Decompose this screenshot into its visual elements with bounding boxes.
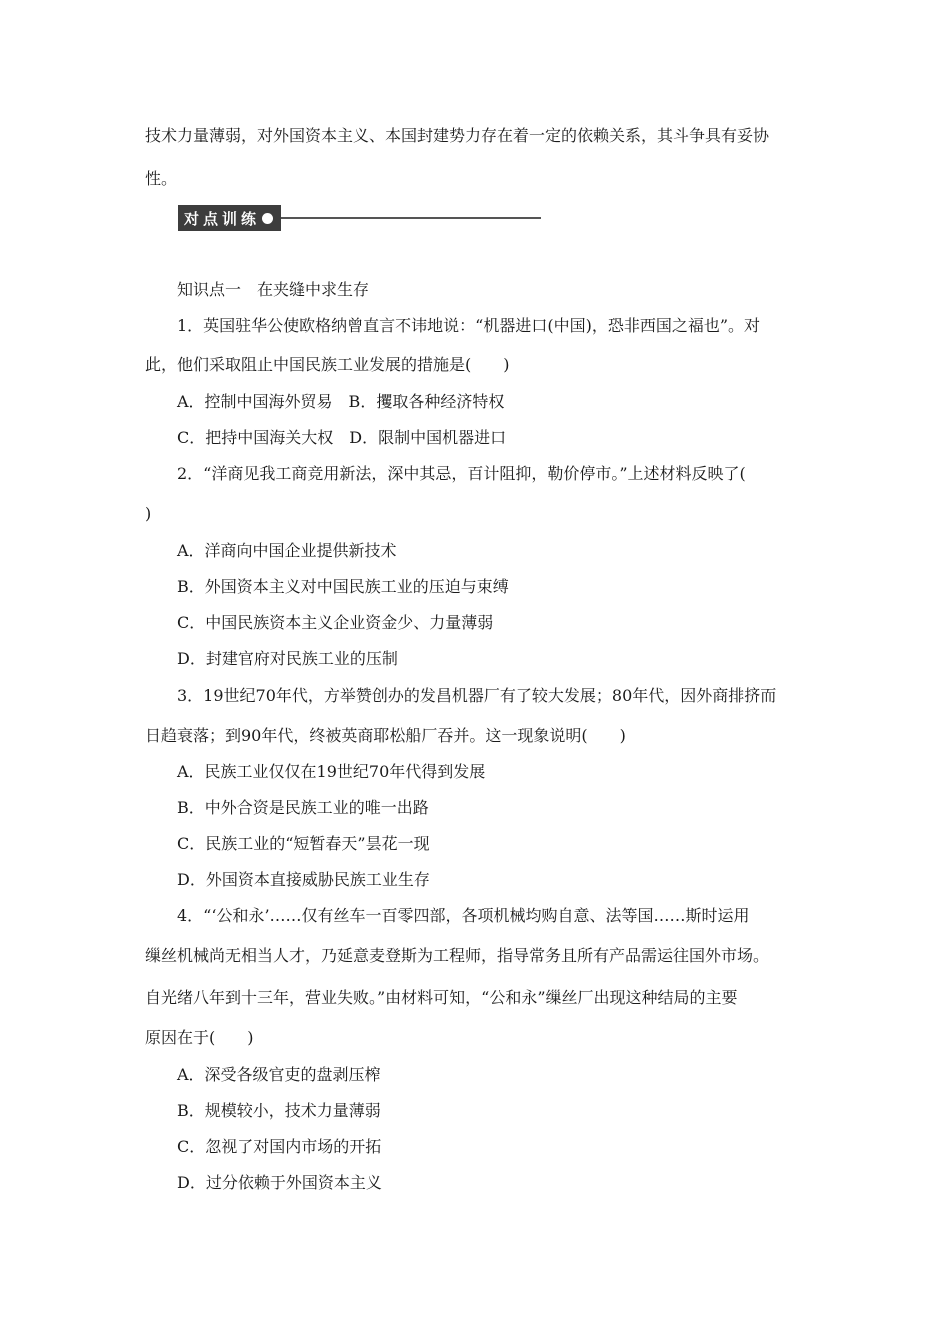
question-3-option-c: C．民族工业的“短暂春天”昙花一现 (177, 834, 430, 853)
question-2-stem-line-2: ) (145, 504, 152, 523)
question-4-stem-line-4: 原因在于( ) (145, 1028, 254, 1047)
question-1-options-row-1: A．控制中国海外贸易 B．攫取各种经济特权 (177, 392, 505, 411)
question-2-stem-line-1: 2．“洋商见我工商竞用新法，深中其忌，百计阻抑，勒价停市。”上述材料反映了( (177, 464, 746, 483)
question-4-option-d: D．过分依赖于外国资本主义 (177, 1173, 382, 1192)
question-3-option-a: A．民族工业仅仅在19世纪70年代得到发展 (177, 762, 486, 781)
question-4-stem-line-1: 4．“‘公和永’……仅有丝车一百零四部，各项机械均购自意、法等国……斯时运用 (177, 906, 750, 925)
question-4-option-a: A．深受各级官吏的盘剥压榨 (177, 1065, 381, 1084)
question-3-option-b: B．中外合资是民族工业的唯一出路 (177, 798, 429, 817)
section-banner-label: 对点训练 (184, 209, 261, 228)
intro-line-2: 性。 (145, 169, 178, 188)
question-4-option-b: B．规模较小，技术力量薄弱 (177, 1101, 381, 1120)
intro-line-1: 技术力量薄弱，对外国资本主义、本国封建势力存在着一定的依赖关系，其斗争具有妥协 (145, 126, 770, 145)
question-3-stem-line-1: 3．19世纪70年代，方举赞创办的发昌机器厂有了较大发展；80年代，因外商排挤而 (177, 686, 777, 705)
section-banner-label-box (178, 205, 281, 231)
question-3-option-d: D．外国资本直接威胁民族工业生存 (177, 870, 430, 889)
question-4-stem-line-2: 缫丝机械尚无相当人才，乃延意麦登斯为工程师，指导常务且所有产品需运往国外市场。 (145, 946, 770, 965)
question-4-option-c: C．忽视了对国内市场的开拓 (177, 1137, 382, 1156)
question-4-stem-line-3: 自光绪八年到十三年，营业失败。”由材料可知，“公和永”缫丝厂出现这种结局的主要 (145, 988, 738, 1007)
question-3-stem-line-2: 日趋衰落；到90年代，终被英商耶松船厂吞并。这一现象说明( ) (145, 726, 626, 745)
question-2-option-d: D．封建官府对民族工业的压制 (177, 649, 398, 668)
question-2-option-b: B．外国资本主义对中国民族工业的压迫与束缚 (177, 577, 509, 596)
section-banner (178, 205, 541, 231)
question-2-option-a: A．洋商向中国企业提供新技术 (177, 541, 397, 560)
question-1-options-row-2: C．把持中国海关大权 D．限制中国机器进口 (177, 428, 507, 447)
question-1-stem-line-2: 此，他们采取阻止中国民族工业发展的措施是( ) (145, 355, 510, 374)
knowledge-point-heading: 知识点一 在夹缝中求生存 (177, 280, 370, 299)
question-2-option-c: C．中国民族资本主义企业资金少、力量薄弱 (177, 613, 494, 632)
section-banner-rule (281, 217, 541, 219)
question-1-stem-line-1: 1．英国驻华公使欧格纳曾直言不讳地说：“机器进口(中国)，恐非西国之福也”。对 (177, 316, 761, 335)
bullet-dot-icon (262, 213, 273, 224)
